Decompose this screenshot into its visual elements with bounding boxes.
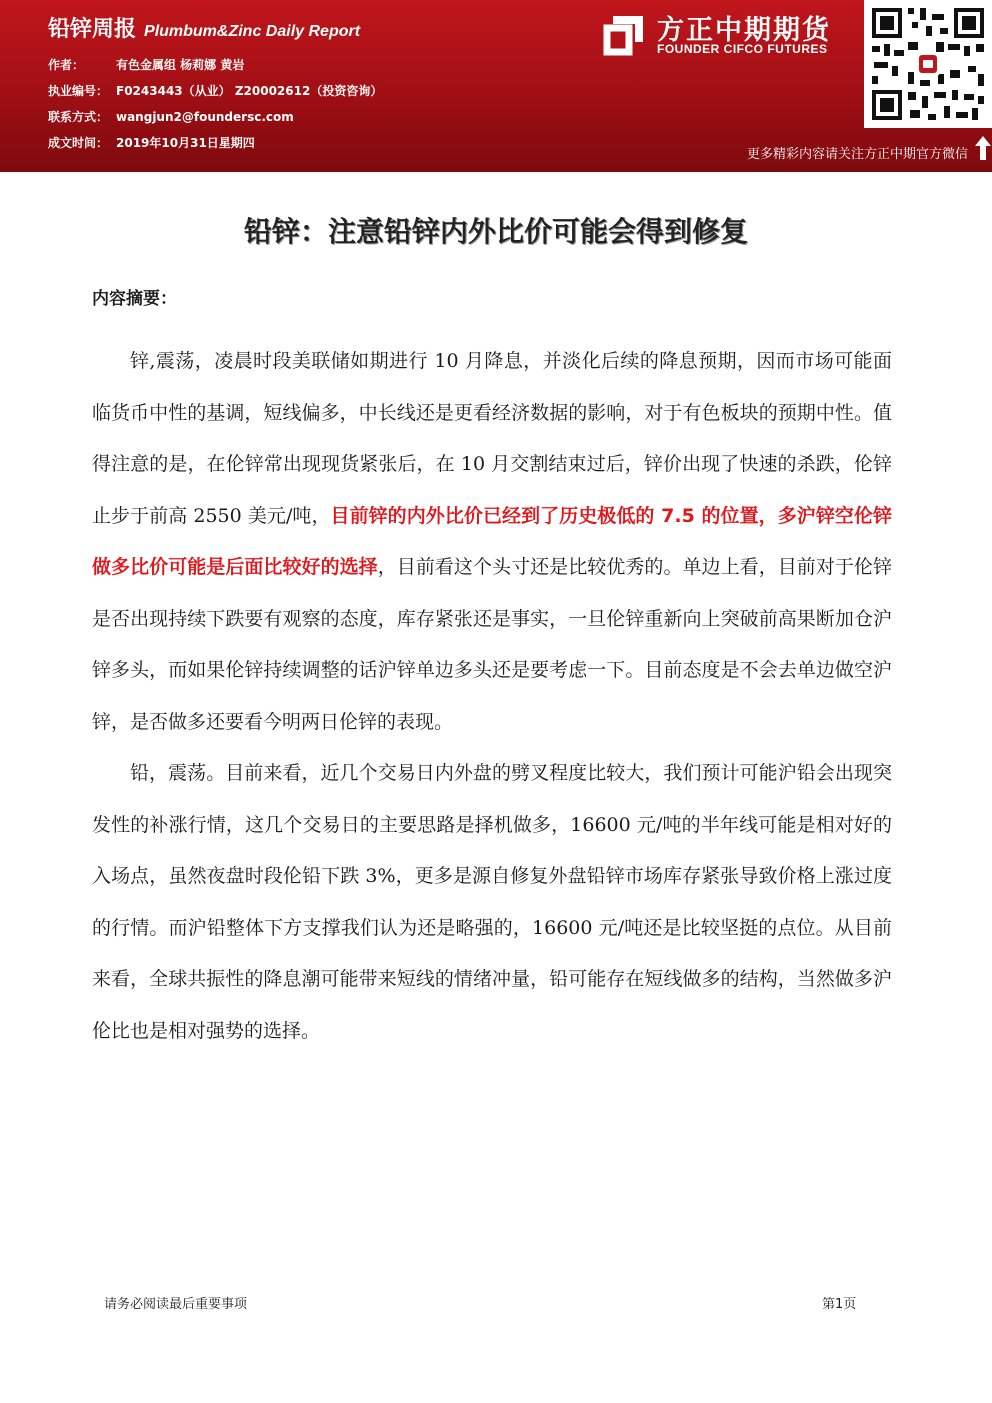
- footer-notice: 请务必阅读最后重要事项: [104, 1297, 248, 1312]
- zinc-text-part2: ，目前看这个头寸还是比较优秀的。单边上看，目前对于伦锌是否出现持续下跌要有观察的态度，库存紧张还是事实，一旦伦锌重新向上突破前高果断加仓沪锌多头，而如果伦锌持续调整的话沪锌单边多头还是要考虑一下。目前态度是不会去单边做空沪锌，是否做多还要看今明两日伦锌的表现。: [92, 556, 892, 733]
- zinc-paragraph: [92, 336, 892, 748]
- summary-label: 内容摘要：: [92, 289, 177, 309]
- report-title-en: Plumbum&Zinc Daily Report: [144, 23, 361, 40]
- wechat-qr-code-icon[interactable]: [864, 0, 992, 128]
- author-line: [48, 56, 244, 73]
- date-label: 成文时间：: [48, 136, 109, 150]
- contact-label: 联系方式：: [48, 110, 109, 124]
- license-label: 执业编号：: [48, 84, 109, 98]
- contact-value[interactable]: wangjun2@foundersc.com: [116, 110, 294, 124]
- license-line: [48, 82, 382, 99]
- license-value: F0243443（从业） Z20002612（投资咨询）: [116, 84, 383, 98]
- summary-body: [92, 336, 892, 1057]
- page-number: 第1页: [822, 1297, 857, 1312]
- follow-wechat-text: 更多精彩内容请关注方正中期官方微信: [746, 147, 968, 162]
- zinc-text-part1: 锌,震荡，凌晨时段美联储如期进行 10 月降息，并淡化后续的降息预期，因而市场可能面临货币中性的基调，短线偏多，中长线还是更看经济数据的影响，对于有色板块的预期中性。值得注意的是，在伦锌常出现现货紧张后，在 10 月交割结束过后，锌价出现了快速的杀跌，伦锌止步于前高 2550 美元/吨，: [92, 350, 892, 527]
- report-title: [48, 12, 360, 43]
- lead-paragraph: 铅，震荡。目前来看，近几个交易日内外盘的劈叉程度比较大，我们预计可能沪铅会出现突发性的补涨行情，这几个交易日的主要思路是择机做多，16600 元/吨的半年线可能是相对好的入场点，虽然夜盘时段伦铅下跌 3%，更多是源自修复外盘铅锌市场库存紧张导致价格上涨过度的行情。而沪铅整体下方支撑我们认为还是略强的，16600 元/吨还是比较坚挺的点位。从目前来看，全球共振性的降息潮可能带来短线的情绪冲量，铅可能存在短线做多的结构，当然做多沪伦比也是相对强势的选择。: [92, 762, 892, 1042]
- report-title-cn: 铅锌周报: [48, 17, 137, 42]
- document-title: 铅锌：注意铅锌内外比价可能会得到修复: [243, 215, 748, 248]
- logo-text-en: FOUNDER CIFCO FUTURES: [657, 42, 828, 56]
- contact-line: [48, 108, 294, 125]
- logo-text-cn: 方正中期期货: [657, 15, 831, 46]
- author-value: 有色金属组 杨莉娜 黄岩: [116, 58, 245, 72]
- arrow-up-icon: [974, 134, 992, 162]
- zinc-highlight-text: 目前锌的内外比价已经到了历史极低的 7.5 的位置，多沪锌空伦锌做多比价可能是后面比较好的选择: [92, 504, 892, 578]
- date-line: [48, 134, 255, 151]
- founder-logo-icon: [603, 12, 647, 56]
- report-header: [0, 0, 992, 172]
- company-logo: [603, 8, 853, 64]
- date-value: 2019年10月31日星期四: [116, 136, 255, 150]
- author-label: 作者：: [48, 58, 85, 72]
